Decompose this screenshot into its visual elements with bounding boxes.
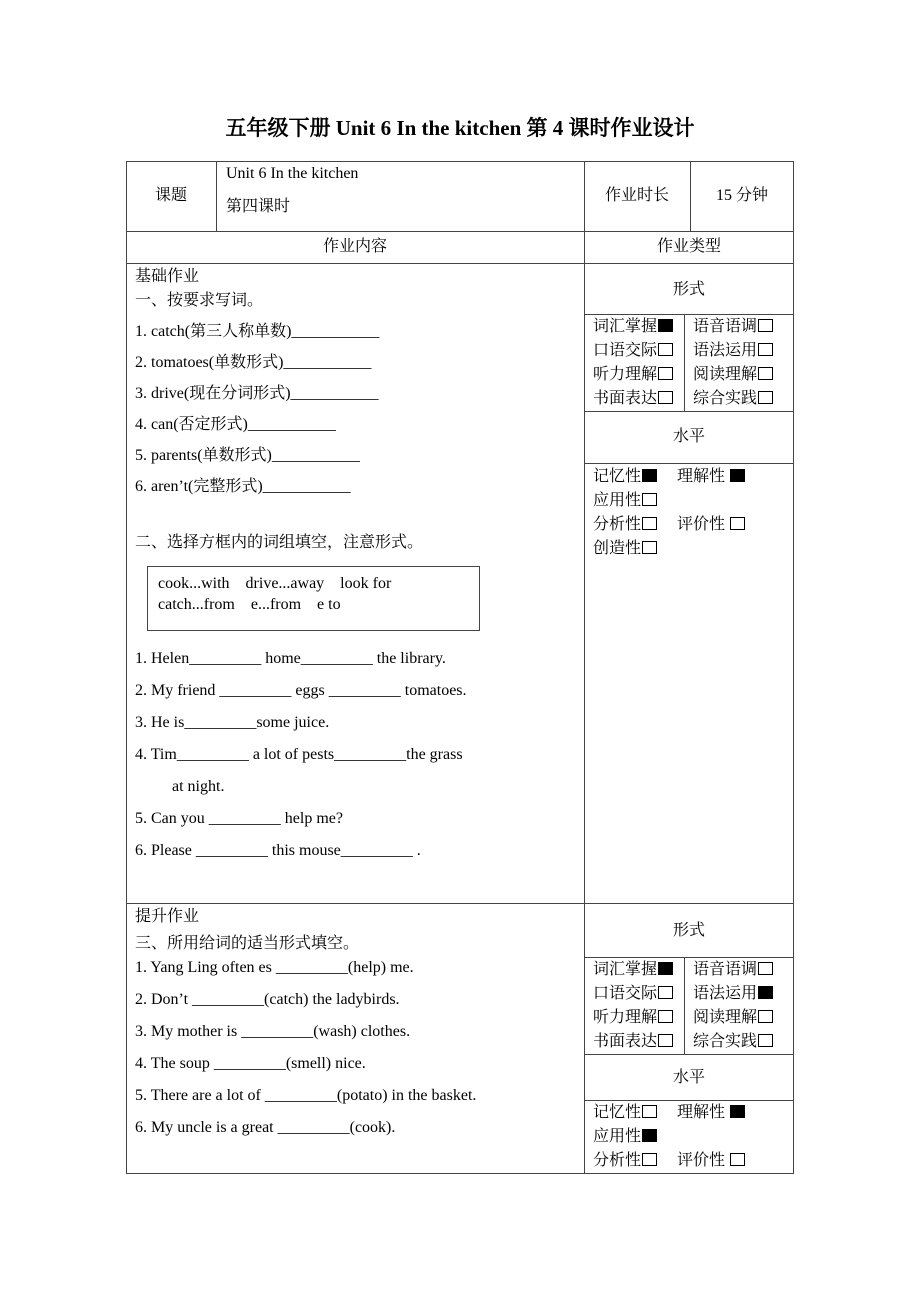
checkbox[interactable]: [658, 986, 673, 999]
part-title: 二、选择方框内的词组填空，注意形式。: [135, 534, 424, 551]
checkbox[interactable]: [730, 517, 745, 530]
divider: [584, 1054, 794, 1055]
checkbox[interactable]: [658, 367, 673, 380]
checkbox[interactable]: [658, 391, 673, 404]
form-option: 语法运用: [693, 341, 773, 361]
exercise-item: 2. My friend _________ eggs _________ tomatoes.: [135, 682, 467, 699]
exercise-item: 5. There are a lot of _________(potato) in the basket.: [135, 1087, 477, 1104]
level-option: 分析性: [593, 515, 657, 535]
exercise-item: 1. catch(第三人称单数)___________: [135, 323, 380, 340]
form-option: 综合实践: [693, 389, 773, 409]
section-heading: 基础作业: [135, 268, 200, 285]
exercise-item: 3. He is_________some juice.: [135, 714, 330, 731]
level-option: 记忆性: [593, 467, 657, 487]
divider: [584, 161, 585, 1174]
exercise-item: 4. can(否定形式)___________: [135, 416, 336, 433]
level-option: 分析性: [593, 1151, 657, 1171]
exercise-item: 1. Yang Ling often es _________(help) me.: [135, 959, 414, 976]
checkbox[interactable]: [658, 319, 673, 332]
form-option: 综合实践: [693, 1032, 773, 1052]
form-label: 形式: [672, 281, 705, 298]
checkbox[interactable]: [642, 1105, 657, 1118]
level-option: 记忆性: [593, 1103, 657, 1123]
level-option: 理解性: [677, 1103, 745, 1123]
form-option: 阅读理解: [693, 1008, 773, 1028]
checkbox[interactable]: [658, 962, 673, 975]
checkbox[interactable]: [642, 1129, 657, 1142]
content-column-header: 作业内容: [322, 238, 387, 255]
form-option: 词汇掌握: [593, 960, 673, 980]
checkbox[interactable]: [758, 1034, 773, 1047]
form-option: 书面表达: [593, 389, 673, 409]
part-title: 一、按要求写词。: [135, 292, 264, 309]
divider: [216, 161, 217, 231]
duration-label: 作业时长: [604, 187, 669, 204]
checkbox[interactable]: [758, 343, 773, 356]
form-option: 语法运用: [693, 984, 773, 1004]
exercise-item: 5. parents(单数形式)___________: [135, 447, 360, 464]
divider: [126, 263, 794, 264]
form-option: 口语交际: [593, 341, 673, 361]
checkbox[interactable]: [658, 343, 673, 356]
page-title: 五年级下册 Unit 6 In the kitchen 第 4 课时作业设计: [225, 116, 695, 140]
level-option: 评价性: [677, 1151, 745, 1171]
form-option: 口语交际: [593, 984, 673, 1004]
checkbox[interactable]: [642, 469, 657, 482]
checkbox[interactable]: [758, 1010, 773, 1023]
section-heading: 提升作业: [135, 908, 200, 925]
checkbox[interactable]: [642, 517, 657, 530]
checkbox[interactable]: [758, 319, 773, 332]
checkbox[interactable]: [642, 1153, 657, 1166]
form-option: 听力理解: [593, 365, 673, 385]
level-option: 评价性: [677, 515, 745, 535]
checkbox[interactable]: [730, 1105, 745, 1118]
phrase-line: catch...from e...from e to: [158, 596, 341, 613]
checkbox[interactable]: [758, 391, 773, 404]
divider: [584, 463, 794, 464]
divider: [584, 957, 794, 958]
exercise-item: 3. My mother is _________(wash) clothes.: [135, 1023, 411, 1040]
topic-line-1: Unit 6 In the kitchen: [226, 165, 359, 182]
checkbox[interactable]: [758, 962, 773, 975]
level-option: 应用性: [593, 491, 657, 511]
exercise-item: 2. Don’t _________(catch) the ladybirds.: [135, 991, 400, 1008]
exercise-item: 6. Please _________ this mouse_________ .: [135, 842, 421, 859]
exercise-item: 4. The soup _________(smell) nice.: [135, 1055, 366, 1072]
form-option: 听力理解: [593, 1008, 673, 1028]
divider: [126, 231, 794, 232]
checkbox[interactable]: [730, 469, 745, 482]
exercise-item: 1. Helen_________ home_________ the library.: [135, 650, 446, 667]
exercise-item-continued: at night.: [172, 778, 225, 795]
checkbox[interactable]: [642, 493, 657, 506]
divider: [584, 314, 794, 315]
divider: [684, 314, 685, 411]
divider: [126, 903, 794, 904]
form-option: 阅读理解: [693, 365, 773, 385]
divider: [584, 1100, 794, 1101]
exercise-item: 4. Tim_________ a lot of pests_________the grass: [135, 746, 463, 763]
form-option: 词汇掌握: [593, 317, 673, 337]
topic-line-2: 第四课时: [226, 198, 291, 215]
part-title: 三、所用给词的适当形式填空。: [135, 935, 360, 952]
checkbox[interactable]: [658, 1010, 673, 1023]
level-option: 应用性: [593, 1127, 657, 1147]
divider: [584, 411, 794, 412]
form-label: 形式: [672, 922, 705, 939]
phrase-line: cook...with drive...away look for: [158, 575, 392, 592]
checkbox[interactable]: [758, 986, 773, 999]
level-option: 理解性: [677, 467, 745, 487]
type-column-header: 作业类型: [656, 238, 721, 255]
exercise-item: 6. aren’t(完整形式)___________: [135, 478, 351, 495]
checkbox[interactable]: [758, 367, 773, 380]
form-option: 语音语调: [693, 960, 773, 980]
exercise-item: 2. tomatoes(单数形式)___________: [135, 354, 372, 371]
divider: [684, 957, 685, 1054]
topic-label: 课题: [154, 187, 187, 204]
checkbox[interactable]: [730, 1153, 745, 1166]
exercise-item: 6. My uncle is a great _________(cook).: [135, 1119, 396, 1136]
form-option: 语音语调: [693, 317, 773, 337]
form-option: 书面表达: [593, 1032, 673, 1052]
level-option: 创造性: [593, 539, 657, 559]
exercise-item: 3. drive(现在分词形式)___________: [135, 385, 379, 402]
level-label: 水平: [672, 1069, 705, 1086]
checkbox[interactable]: [642, 541, 657, 554]
duration-value: 15 分钟: [715, 187, 768, 204]
exercise-item: 5. Can you _________ help me?: [135, 810, 343, 827]
level-label: 水平: [672, 428, 705, 445]
checkbox[interactable]: [658, 1034, 673, 1047]
